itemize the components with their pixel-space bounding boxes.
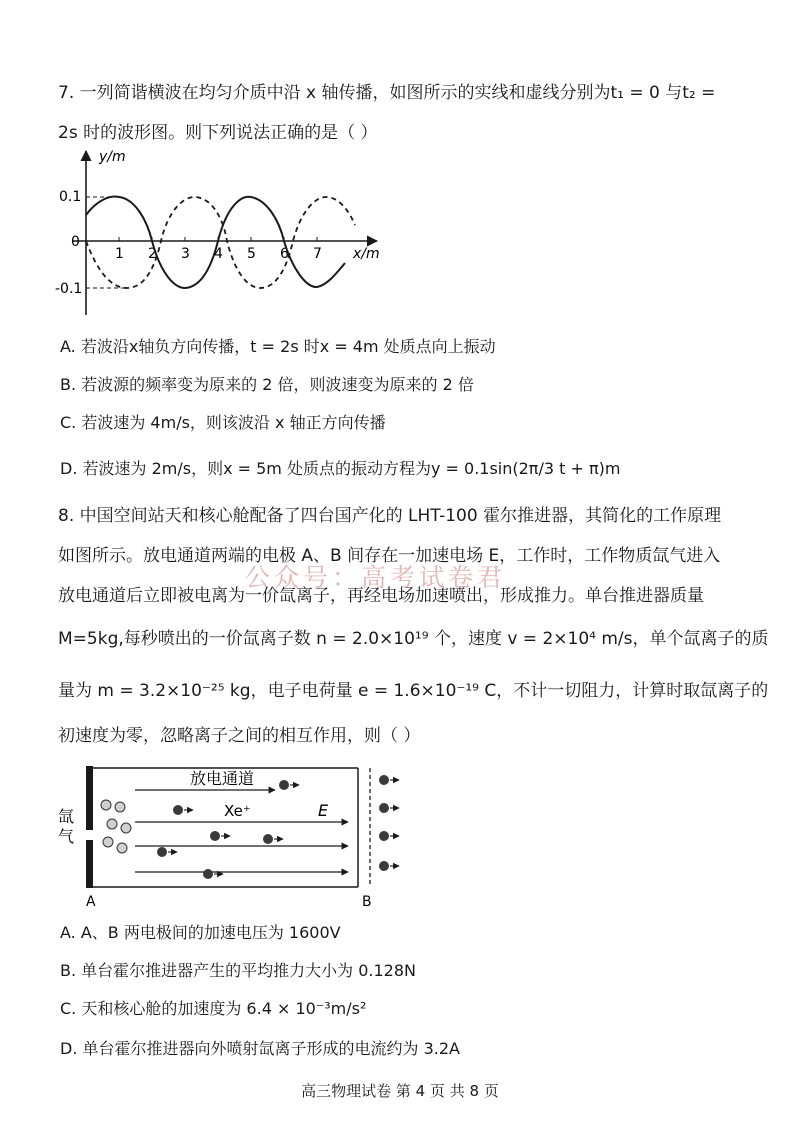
x-axis-label: x/m (353, 246, 380, 262)
x-tick-label: 3 (181, 246, 190, 262)
solid-waveform (86, 197, 345, 288)
x-tick-label: 6 (280, 246, 289, 262)
q7-stem-line1: 7. 一列简谐横波在均匀介质中沿 x 轴传播，如图所示的实线和虚线分别为t₁ = 0 与t₂ = (58, 83, 716, 103)
y-tick-label: -0.1 (55, 281, 83, 297)
field-label: E (318, 801, 329, 820)
q7-option-b: B. 若波源的频率变为原来的 2 倍，则波速变为原来的 2 倍 (60, 375, 474, 394)
channel-label: 放电通道 (190, 769, 255, 788)
q8-option-d: D. 单台霍尔推进器向外喷射氙离子形成的电流约为 3.2A (60, 1039, 460, 1058)
y-axis-label: y/m (99, 149, 126, 165)
x-tick-label: 4 (214, 246, 223, 262)
ion-label: Xe⁺ (224, 802, 251, 820)
q8-stem-line3: 放电通道后立即被电离为一价氙离子，再经电场加速喷出，形成推力。单台推进器质量 (58, 586, 704, 606)
xenon-atoms (101, 800, 131, 853)
q8-stem-line5: 量为 m = 3.2×10⁻²⁵ kg，电子电荷量 e = 1.6×10⁻¹⁹ C，不计一切阻力，计算时取氙离子的 (58, 681, 769, 701)
q7-stem-line2: 2s 时的波形图。则下列说法正确的是（ ） (58, 123, 378, 143)
gas-label: 气 (58, 827, 75, 846)
x-tick-label: 2 (148, 246, 157, 262)
q8-stem-line1: 8. 中国空间站天和核心舱配备了四台国产化的 LHT-100 霍尔推进器，其简化的工作原理 (58, 506, 722, 526)
page-footer: 高三物理试卷 第 4 页 共 8 页 (301, 1082, 499, 1100)
q8-stem-line2: 如图所示。放电通道两端的电极 A、B 间存在一加速电场 E，工作时，工作物质氙气进入 (58, 546, 721, 566)
x-tick-label: 7 (313, 246, 322, 262)
q8-stem-line6: 初速度为零，忽略离子之间的相互作用，则（ ） (58, 726, 421, 746)
x-tick-label: 5 (247, 246, 256, 262)
q8-option-c: C. 天和核心舱的加速度为 6.4 × 10⁻³m/s² (60, 999, 367, 1018)
electrode-a-label: A (86, 894, 96, 910)
q7-option-d: D. 若波速为 2m/s，则x = 5m 处质点的振动方程为y = 0.1sin(2π/3 t + π)m (60, 459, 621, 478)
wave-figure (55, 145, 395, 325)
electrode-b-label: B (362, 894, 372, 910)
electrode-a (86, 766, 93, 830)
q8-stem-line4: M=5kg,每秒喷出的一价氙离子数 n = 2.0×10¹⁹ 个，速度 v = 2×10⁴ m/s，单个氙离子的质 (58, 629, 769, 649)
q8-option-b: B. 单台霍尔推进器产生的平均推力大小为 0.128N (60, 961, 417, 980)
watermark: 公众号：高考试卷君 (245, 563, 507, 592)
origin-label: 0 (71, 234, 80, 250)
dashed-waveform (86, 197, 355, 288)
q7-option-a: A. 若波沿x轴负方向传播，t = 2s 时x = 4m 处质点向上振动 (60, 337, 496, 356)
q7-option-c: C. 若波速为 4m/s，则该波沿 x 轴正方向传播 (60, 413, 386, 432)
thruster-figure (50, 760, 420, 910)
x-tick-label: 1 (115, 246, 124, 262)
q8-option-a: A. A、B 两电极间的加速电压为 1600V (60, 923, 341, 942)
gas-label: 氙 (58, 807, 75, 826)
y-tick-label: 0.1 (59, 189, 82, 205)
